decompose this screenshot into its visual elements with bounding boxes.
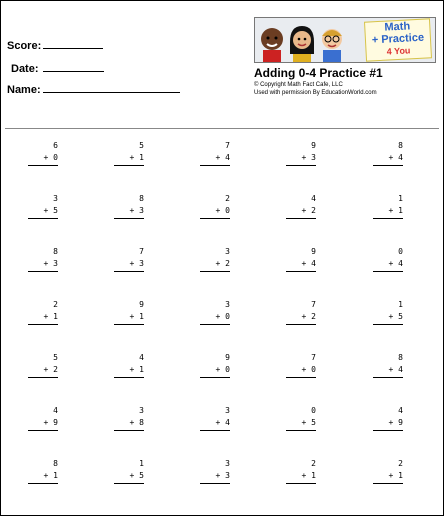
answer-line — [114, 324, 144, 325]
header-divider — [5, 128, 439, 129]
problem-addend: 4 — [53, 406, 58, 415]
problem-addend: 3 — [139, 406, 144, 415]
answer-line — [28, 377, 58, 378]
answer-line — [286, 324, 316, 325]
addition-problem — [373, 457, 403, 484]
addition-problem — [200, 139, 230, 166]
date-label: Date: — [11, 63, 39, 75]
answer-line — [114, 271, 144, 272]
addition-problem — [200, 298, 230, 325]
problem-addend-with-operator: + 4 — [215, 153, 230, 162]
problem-addend-with-operator: + 0 — [215, 365, 230, 374]
problem-addend: 9 — [311, 141, 316, 150]
problem-addend: 2 — [53, 300, 58, 309]
problem-addend: 3 — [225, 406, 230, 415]
addition-problem — [286, 139, 316, 166]
addition-problem — [200, 457, 230, 484]
math-practice-logo — [364, 18, 432, 61]
answer-line — [200, 324, 230, 325]
addition-problem — [200, 245, 230, 272]
problem-addend: 5 — [53, 353, 58, 362]
addition-problem — [200, 192, 230, 219]
answer-line — [114, 483, 144, 484]
answer-line — [373, 324, 403, 325]
addition-problem — [114, 298, 144, 325]
answer-line — [28, 430, 58, 431]
problem-addend: 2 — [398, 459, 403, 468]
addition-problem — [28, 245, 58, 272]
addition-problem — [373, 404, 403, 431]
date-line — [43, 71, 104, 72]
addition-problem — [286, 298, 316, 325]
answer-line — [286, 430, 316, 431]
problem-addend-with-operator: + 8 — [129, 418, 144, 427]
answer-line — [28, 483, 58, 484]
problem-addend: 1 — [398, 194, 403, 203]
addition-problem — [114, 139, 144, 166]
addition-problem — [373, 245, 403, 272]
answer-line — [200, 483, 230, 484]
name-label: Name: — [7, 84, 41, 96]
logo-line-2: + Practice — [371, 31, 425, 47]
problem-addend-with-operator: + 9 — [388, 418, 403, 427]
problem-addend: 1 — [398, 300, 403, 309]
addition-problem — [28, 139, 58, 166]
answer-line — [28, 324, 58, 325]
problem-addend: 9 — [139, 300, 144, 309]
addition-problem — [373, 351, 403, 378]
problem-addend-with-operator: + 5 — [388, 312, 403, 321]
problem-addend-with-operator: + 4 — [301, 259, 316, 268]
problem-addend: 9 — [311, 247, 316, 256]
addition-problem — [114, 351, 144, 378]
problem-addend-with-operator: + 4 — [388, 153, 403, 162]
problem-addend-with-operator: + 1 — [43, 312, 58, 321]
problem-addend-with-operator: + 2 — [301, 206, 316, 215]
answer-line — [200, 165, 230, 166]
answer-line — [200, 271, 230, 272]
problem-addend-with-operator: + 3 — [43, 259, 58, 268]
answer-line — [286, 165, 316, 166]
answer-line — [114, 377, 144, 378]
kid-illustration-2 — [287, 24, 317, 62]
logo-line-1: Math — [384, 20, 411, 34]
answer-line — [373, 165, 403, 166]
answer-line — [28, 271, 58, 272]
problem-addend-with-operator: + 0 — [43, 153, 58, 162]
answer-line — [286, 377, 316, 378]
problem-addend-with-operator: + 0 — [215, 312, 230, 321]
problem-addend-with-operator: + 1 — [301, 471, 316, 480]
problem-addend: 8 — [398, 353, 403, 362]
score-label: Score: — [7, 40, 42, 52]
answer-line — [114, 430, 144, 431]
addition-problem — [200, 351, 230, 378]
addition-problem — [28, 457, 58, 484]
problem-addend-with-operator: + 5 — [43, 206, 58, 215]
problem-addend-with-operator: + 4 — [388, 365, 403, 374]
problem-addend-with-operator: + 9 — [43, 418, 58, 427]
problem-addend: 7 — [311, 353, 316, 362]
problem-addend-with-operator: + 5 — [301, 418, 316, 427]
problem-addend-with-operator: + 3 — [129, 206, 144, 215]
addition-problem — [373, 139, 403, 166]
copyright-text: © Copyright Math Fact Cafe, LLC — [254, 82, 343, 88]
problem-addend: 3 — [225, 300, 230, 309]
addition-problem — [28, 404, 58, 431]
addition-problem — [114, 404, 144, 431]
addition-problem — [286, 404, 316, 431]
addition-problem — [28, 192, 58, 219]
problem-addend: 0 — [398, 247, 403, 256]
problem-addend-with-operator: + 0 — [215, 206, 230, 215]
score-line — [43, 48, 103, 49]
answer-line — [373, 377, 403, 378]
problem-addend-with-operator: + 2 — [301, 312, 316, 321]
problem-addend-with-operator: + 3 — [129, 259, 144, 268]
problem-addend-with-operator: + 1 — [129, 153, 144, 162]
problem-addend: 4 — [311, 194, 316, 203]
problem-addend: 8 — [398, 141, 403, 150]
answer-line — [286, 271, 316, 272]
problem-addend: 7 — [311, 300, 316, 309]
name-line — [43, 92, 180, 93]
kid-illustration-3 — [317, 24, 347, 62]
problem-addend: 4 — [139, 353, 144, 362]
answer-line — [28, 218, 58, 219]
problem-addend-with-operator: + 2 — [215, 259, 230, 268]
problem-addend-with-operator: + 0 — [301, 365, 316, 374]
problem-addend: 3 — [53, 194, 58, 203]
problem-addend: 3 — [225, 247, 230, 256]
problem-addend-with-operator: + 5 — [129, 471, 144, 480]
math-practice-banner — [254, 17, 436, 63]
problem-addend-with-operator: + 4 — [215, 418, 230, 427]
problem-addend-with-operator: + 1 — [43, 471, 58, 480]
answer-line — [373, 483, 403, 484]
problem-addend-with-operator: + 4 — [388, 259, 403, 268]
answer-line — [373, 218, 403, 219]
addition-problem — [28, 298, 58, 325]
problem-addend: 7 — [139, 247, 144, 256]
problem-addend: 2 — [225, 194, 230, 203]
problem-addend: 4 — [398, 406, 403, 415]
problem-addend: 6 — [53, 141, 58, 150]
addition-problem — [114, 192, 144, 219]
problem-addend-with-operator: + 3 — [301, 153, 316, 162]
problem-addend: 8 — [53, 247, 58, 256]
answer-line — [114, 165, 144, 166]
problem-addend: 2 — [311, 459, 316, 468]
answer-line — [114, 218, 144, 219]
problem-addend: 7 — [225, 141, 230, 150]
problem-addend: 9 — [225, 353, 230, 362]
problem-addend: 8 — [53, 459, 58, 468]
problem-addend: 0 — [311, 406, 316, 415]
problem-addend: 3 — [225, 459, 230, 468]
addition-problem — [114, 245, 144, 272]
problem-addend: 8 — [139, 194, 144, 203]
answer-line — [286, 218, 316, 219]
addition-problem — [286, 192, 316, 219]
problem-addend-with-operator: + 1 — [388, 471, 403, 480]
answer-line — [200, 218, 230, 219]
addition-problem — [28, 351, 58, 378]
answer-line — [200, 430, 230, 431]
addition-problem — [286, 457, 316, 484]
problem-addend-with-operator: + 2 — [43, 365, 58, 374]
answer-line — [373, 430, 403, 431]
addition-problem — [286, 245, 316, 272]
addition-problem — [200, 404, 230, 431]
kid-illustration-1 — [257, 24, 287, 62]
answer-line — [200, 377, 230, 378]
problem-addend: 1 — [139, 459, 144, 468]
problem-addend-with-operator: + 1 — [129, 312, 144, 321]
problem-addend-with-operator: + 3 — [215, 471, 230, 480]
logo-line-3: 4 You — [386, 45, 411, 57]
problem-addend-with-operator: + 1 — [129, 365, 144, 374]
addition-problem — [286, 351, 316, 378]
answer-line — [28, 165, 58, 166]
addition-problem — [373, 192, 403, 219]
addition-problem — [373, 298, 403, 325]
worksheet-title: Adding 0-4 Practice #1 — [254, 66, 383, 80]
addition-problem — [114, 457, 144, 484]
problem-addend-with-operator: + 1 — [388, 206, 403, 215]
answer-line — [373, 271, 403, 272]
answer-line — [286, 483, 316, 484]
problem-addend: 5 — [139, 141, 144, 150]
permission-text: Used with permission By EducationWorld.com — [254, 90, 377, 96]
